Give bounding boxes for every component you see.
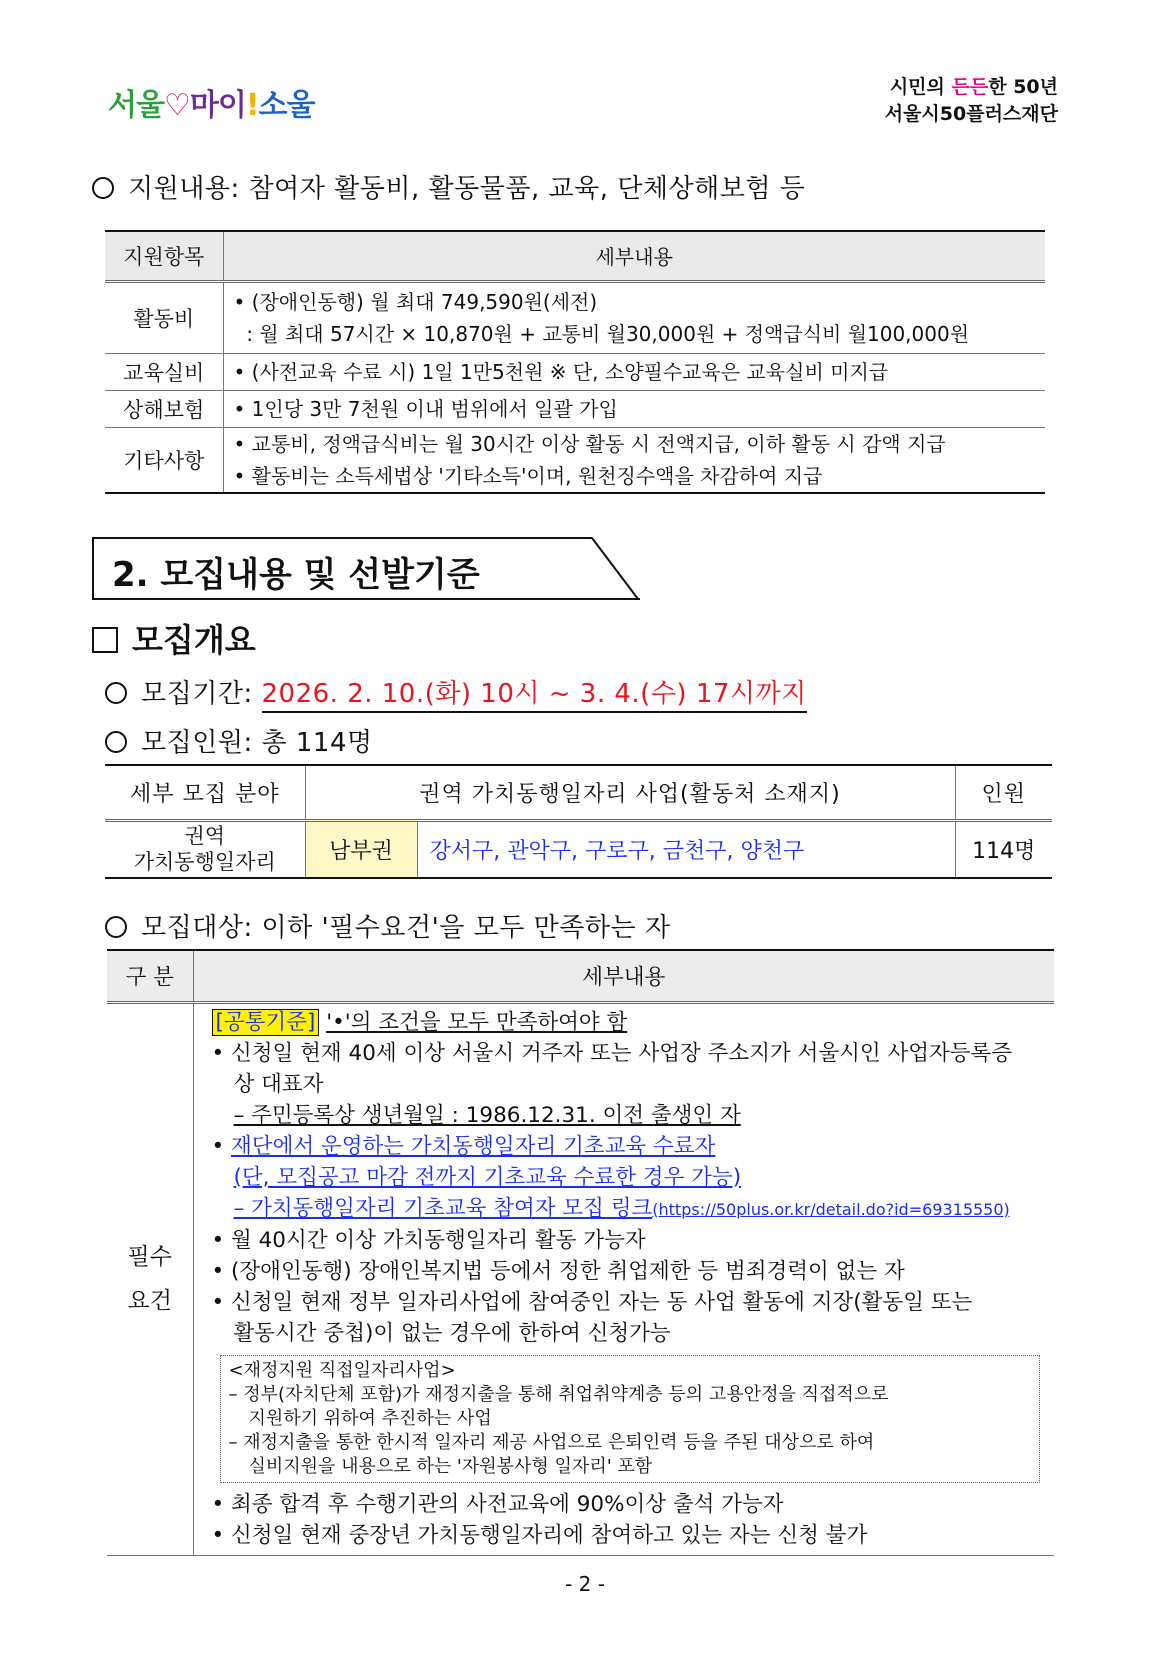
recruit-table [105, 764, 1052, 879]
support-col-item: 지원항목 [105, 231, 223, 281]
page-number: - 2 - [565, 1572, 605, 1596]
period-value: 2026. 2. 10.(화) 10시 ~ 3. 4.(수) 17시까지 [262, 679, 807, 713]
direct-job-note-box: <재정지원 직접일자리사업> – 정부(자치단체 포함)가 재정지출을 통해 취업취약계층 등의 고용안정을 직접적으로 지원하기 위하여 추진하는 사업 – 재정지출을 통한 한시적 일자리 제공 사업으로 은퇴인력 등을 주된 대상으로 하여 실비지원을 내용으로 하는 '자원봉사형 일자리' 포함 [220, 1355, 1041, 1483]
exclamation-icon: ! [245, 88, 259, 123]
requirements-table [107, 949, 1054, 1556]
row-detail: • (장애인동행) 월 최대 749,590원(세전) : 월 최대 57시간 × 10,870원 + 교통비 월30,000원 + 정액급식비 월100,000원 [223, 281, 1045, 353]
common-criteria: [공통기준] '•'의 조건을 모두 만족하여야 함 [212, 1007, 1045, 1038]
field-cell: 권역 가치동행일자리 [105, 820, 305, 878]
subsection-heading: 모집개요 [92, 615, 256, 661]
org-name: 서울시50플러스재단 [884, 103, 1058, 125]
row-label: 기타사항 [105, 427, 223, 493]
table-row [105, 281, 1045, 353]
basic-training-link-text[interactable]: 재단에서 운영하는 가치동행일자리 기초교육 수료자 [231, 1133, 716, 1159]
region-cell: 남부권 [305, 820, 417, 878]
logo-text-3: 소울 [258, 88, 315, 123]
slogan: 시민의 든든한 50년 [889, 76, 1058, 98]
support-heading: 지원내용: 참여자 활동비, 활동물품, 교육, 단체상해보험 등 [92, 168, 805, 205]
circle-bullet-icon [92, 177, 114, 199]
table-row [105, 820, 1052, 878]
table-row [107, 1002, 1054, 1555]
training-link[interactable]: – 가치동행일자리 기초교육 참여자 모집 링크 [233, 1195, 653, 1221]
districts-cell: 강서구, 관악구, 구로구, 금천구, 양천구 [417, 820, 955, 878]
seoul-my-soul-logo [108, 80, 315, 124]
common-tag: [공통기준] [212, 1009, 320, 1036]
requirements-cell: [공통기준] '•'의 조건을 모두 만족하여야 함 • 신청일 현재 40세 이상 서울시 거주자 또는 사업장 주소지가 서울시인 사업자등록증 상 대표자 – 주민등록상 생년월일 : 1986.12.31. 이전 출생인 자 • 재단에서 운영하는 가치동행일자리 기초교육 수료자 (단, 모집공고 마감 전까지 기초교육 수료한 경우 가능) – 가치동행일자리 기초교육 참여자 모집 링크(https://50plus.or.kr/detail.do?id=69315550) • 월 40시간 이상 가치동행일자리 활동 가능자 • (장애인동행) 장애인복지법 등에서 정한 취업제한 등 범죄경력이 없는 자 • 신청일 현재 정부 일자리사업에 참여중인 자는 동 사업 활동에 지장(활동일 또는 활동시간 중첩)이 없는 경우에 한하여 신청가능 <재정지원 직접일자리사업> – 정부(자치단체 포함)가 재정지출을 통해 취업취약계층 등의 고용안정을 직접적으로 지원하기 위하여 추진하는 사업 – 재정지출을 통한 한시적 일자리 제공 사업으로 은퇴인력 등을 주된 대상으로 하여 실비지원을 내용으로 하는 '자원봉사형 일자리' 포함 • 최종 합격 후 수행기관의 사전교육에 90%이상 출석 가능자 • 신청일 현재 중장년 가치동행일자리에 참여하고 있는 자는 신청 불가 [193, 1002, 1054, 1555]
section-title-box [92, 537, 640, 600]
col-field: 세부 모집 분야 [105, 765, 305, 820]
recruit-headcount: 모집인원: 총 114명 [105, 722, 373, 759]
col-count: 인원 [955, 765, 1052, 820]
row-label: 교육실비 [105, 353, 223, 390]
training-url[interactable]: (https://50plus.or.kr/detail.do?id=69315550) [652, 1199, 1010, 1219]
circle-bullet-icon [105, 916, 127, 938]
count-cell: 114명 [955, 820, 1052, 878]
col-category: 구 분 [107, 950, 193, 1002]
row-detail: • 교통비, 정액급식비는 월 30시간 이상 활동 시 전액지급, 이하 활동 시 감액 지급 • 활동비는 소득세법상 '기타소득'이며, 원천징수액을 차감하여 지급 [223, 427, 1045, 493]
row-label: 상해보험 [105, 390, 223, 427]
table-row [105, 427, 1045, 493]
heart-icon: ♡ [163, 88, 190, 123]
logo-text-2: 마이 [189, 88, 246, 123]
col-detail: 세부내용 [193, 950, 1054, 1002]
col-business: 권역 가치동행일자리 사업(활동처 소재지) [305, 765, 955, 820]
category-cell: 필수 요건 [107, 1002, 193, 1555]
row-detail: • (사전교육 수료 시) 1일 1만5천원 ※ 단, 소양필수교육은 교육실비 미지급 [223, 353, 1045, 390]
table-row [105, 353, 1045, 390]
logo-text-1: 서울 [108, 88, 164, 123]
table-row [105, 390, 1045, 427]
foundation-brand [885, 74, 1058, 128]
square-bullet-icon [92, 627, 118, 653]
recruit-period: 모집기간: 2026. 2. 10.(화) 10시 ~ 3. 4.(수) 17시까지 [105, 673, 807, 710]
circle-bullet-icon [105, 682, 127, 704]
section-title: 2. 모집내용 및 선발기준 [112, 555, 480, 595]
circle-bullet-icon [105, 731, 127, 753]
target-heading: 모집대상: 이하 '필수요건'을 모두 만족하는 자 [105, 907, 670, 944]
support-col-detail: 세부내용 [223, 231, 1045, 281]
row-detail: • 1인당 3만 7천원 이내 범위에서 일괄 가입 [223, 390, 1045, 427]
support-table [105, 230, 1045, 494]
row-label: 활동비 [105, 281, 223, 353]
